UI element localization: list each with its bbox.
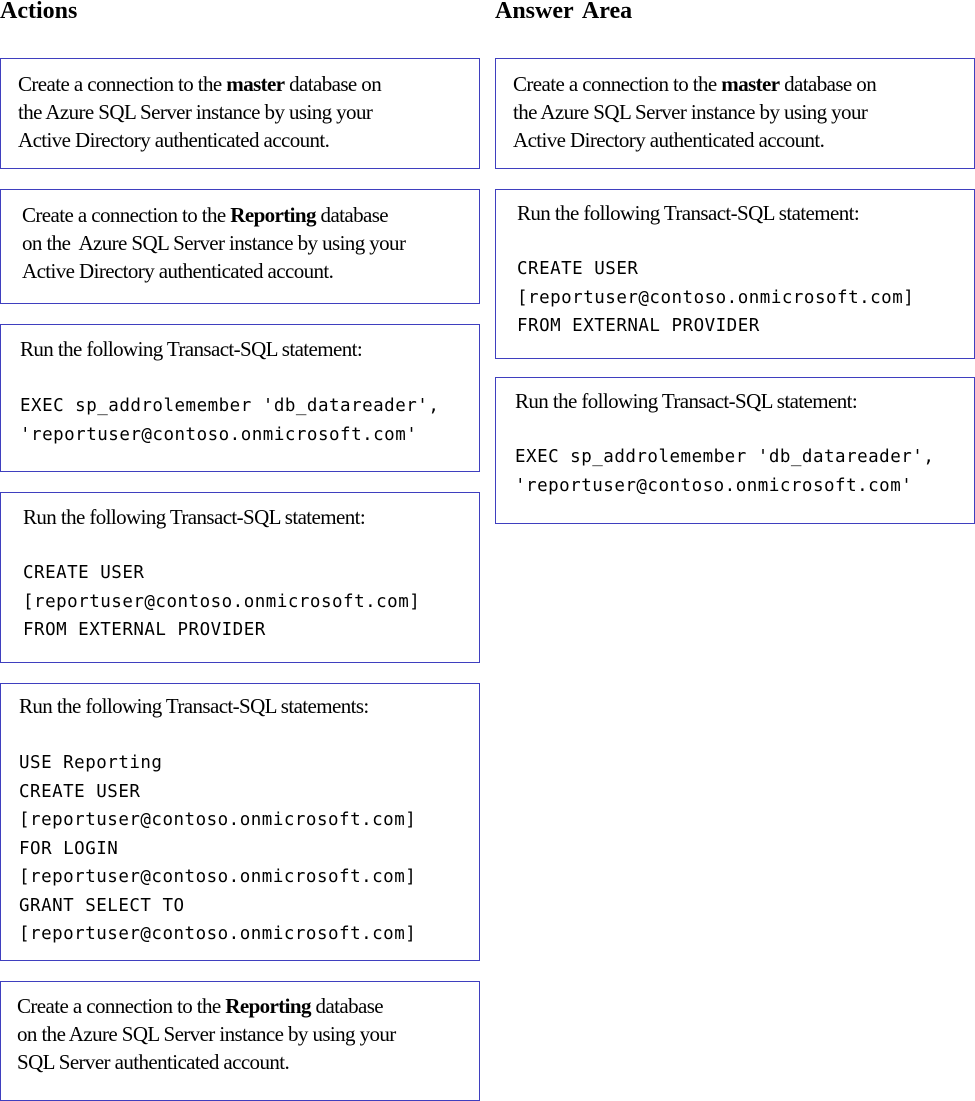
answer-box-connect-master-ad[interactable]	[495, 58, 975, 169]
action-box-connect-master-ad[interactable]	[0, 58, 480, 169]
action-sql-code: CREATE USER [reportuser@contoso.onmicrosoft.com] FROM EXTERNAL PROVIDER	[23, 563, 421, 640]
action-text: Create a connection to the Reporting database on the Azure SQL Server instance by using your Active Directory authenticated account.	[22, 203, 406, 283]
answer-text: Create a connection to the master database on the Azure SQL Server instance by using your Active Directory authenticated account.	[513, 72, 877, 152]
answer-intro: Run the following Transact-SQL statement:	[517, 201, 860, 225]
action-text: Create a connection to the master database on the Azure SQL Server instance by using your Active Directory authenticated account.	[18, 72, 382, 152]
action-box-create-user-for-login[interactable]	[0, 683, 480, 961]
action-text: Create a connection to the Reporting database on the Azure SQL Server instance by using your SQL Server authenticated account.	[17, 994, 396, 1074]
answer-area-heading: Answer Area	[495, 0, 633, 24]
action-sql-code: EXEC sp_addrolemember 'db_datareader', 'reportuser@contoso.onmicrosoft.com'	[20, 396, 440, 445]
answer-box-create-user-external[interactable]	[495, 189, 975, 359]
action-intro: Run the following Transact-SQL statement:	[20, 337, 363, 361]
actions-heading: Actions	[0, 0, 78, 24]
answer-intro: Run the following Transact-SQL statement:	[515, 389, 858, 413]
action-intro: Run the following Transact-SQL statements:	[19, 694, 369, 718]
action-box-connect-reporting-ad[interactable]	[0, 189, 480, 304]
action-box-connect-reporting-sql[interactable]	[0, 981, 480, 1101]
answer-box-exec-addrolemember[interactable]	[495, 377, 975, 524]
action-box-create-user-external[interactable]	[0, 492, 480, 663]
answer-sql-code: CREATE USER [reportuser@contoso.onmicrosoft.com] FROM EXTERNAL PROVIDER	[517, 259, 915, 336]
action-sql-code: USE Reporting CREATE USER [reportuser@contoso.onmicrosoft.com] FOR LOGIN [reportuser@contoso.onmicrosoft.com] GRANT SELECT TO [reportuser@contoso.onmicrosoft.com]	[19, 753, 417, 944]
answer-sql-code: EXEC sp_addrolemember 'db_datareader', 'reportuser@contoso.onmicrosoft.com'	[515, 447, 935, 496]
action-intro: Run the following Transact-SQL statement:	[23, 505, 366, 529]
action-box-exec-addrolemember[interactable]	[0, 324, 480, 472]
